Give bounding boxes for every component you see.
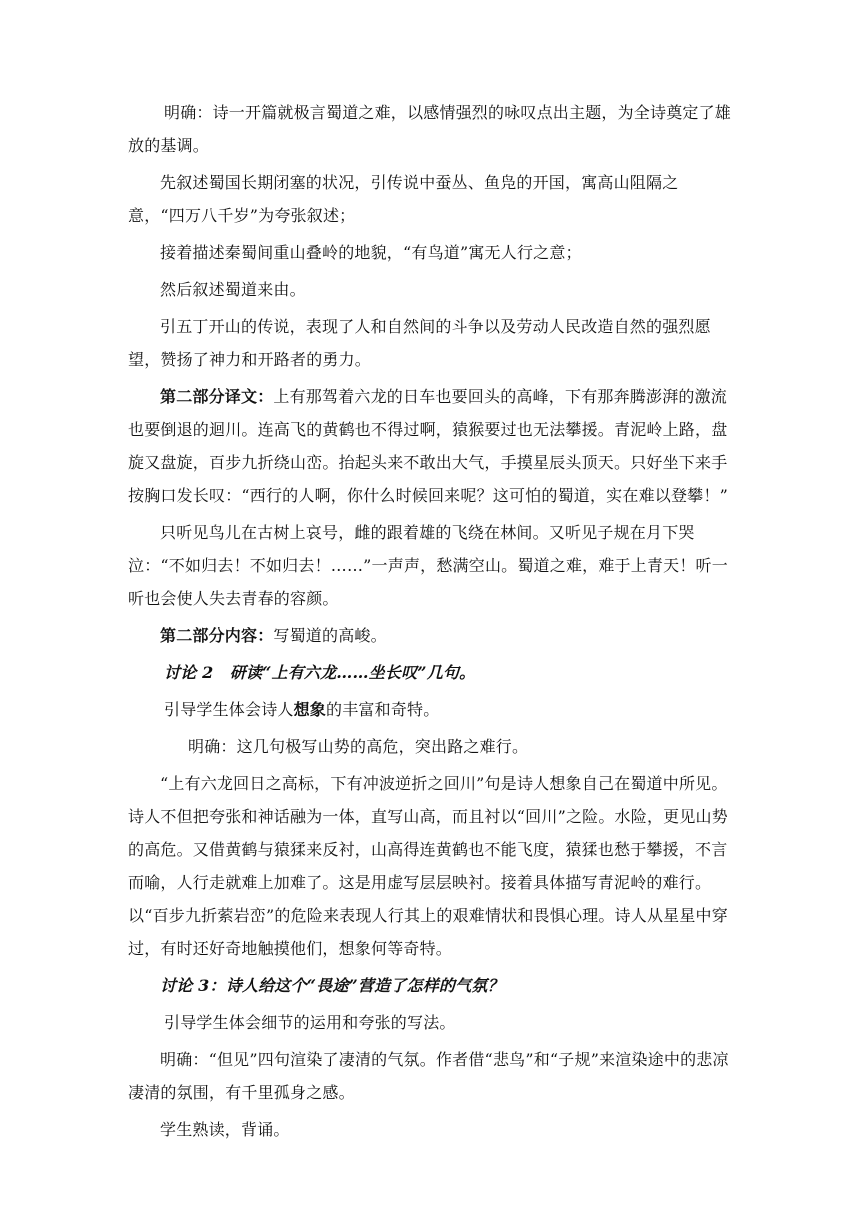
paragraph-text: 接着描述秦蜀间重山叠岭的地貌，“有鸟道”寓无人行之意；	[160, 243, 582, 262]
section-label: 第二部分译文：	[160, 387, 274, 406]
paragraph-shu-history	[128, 166, 732, 232]
paragraph-birds	[128, 516, 732, 615]
paragraph-text: 的丰富和奇特。	[326, 700, 440, 719]
paragraph-clarify-mountain	[128, 730, 732, 763]
paragraph-text: 明确：这几句极写山势的高危，突出路之难行。	[188, 737, 529, 756]
paragraph-wuding-legend	[128, 310, 732, 376]
document-page	[128, 96, 732, 1146]
paragraph-text: 只听见鸟儿在古树上哀号，雌的跟着雄的飞绕在林间。又听见子规在月下哭泣：“不如归去！不如归去！……”一声声，愁满空山。蜀道之难，难于上青天！听一听也会使人失去青春的容颜。	[128, 523, 728, 608]
paragraph-text: 引导学生体会诗人	[164, 700, 294, 719]
section-label: 第二部分内容：	[160, 626, 274, 645]
paragraph-text: “上有六龙回日之高标，下有冲波逆折之回川”句是诗人想象自己在蜀道中所见。诗人不但把夸张和神话融为一体，直写山高，而且衬以“回川”之险。水险，更见山势的高危。又借黄鹤与猿猱来反衬，山高得连黄鹤也不能飞度，猿猱也愁于攀援，不言而喻，人行走就难上加难了。这是用虚写层层映衬。接着具体描写青泥岭的难行。以“百步九折萦岩峦”的危险来表现人行其上的艰难情状和畏惧心理。诗人从星星中穿过，有时还好奇地触摸他们，想象何等奇特。	[128, 774, 728, 958]
paragraph-analysis	[128, 767, 732, 965]
paragraph-text: 上有那驾着六龙的日车也要回头的高峰，下有那奔腾澎湃的激流也要倒退的迴川。连高飞的黄鹤也不得过啊，猿猴要过也无法攀援。青泥岭上路，盘旋又盘旋，百步九折绕山峦。抬起头来不敢出大气，手摸星辰头顶天。只好坐下来手按胸口发长叹：“西行的人啊，你什么时候回来呢？这可怕的蜀道，实在难以登攀！”	[128, 387, 728, 505]
paragraph-guide-details	[128, 1006, 732, 1039]
paragraph-recite	[128, 1113, 732, 1146]
paragraph-text: 学生熟读，背诵。	[160, 1120, 290, 1139]
discussion-3-heading	[128, 969, 732, 1002]
paragraph-origin	[128, 273, 732, 306]
paragraph-text: 写蜀道的高峻。	[273, 626, 387, 645]
heading-text: 讨论 2 研读“上有六龙……坐长叹”几句。	[164, 663, 476, 682]
paragraph-text: 先叙述蜀国长期闭塞的状况，引传说中蚕丛、鱼凫的开国，寓高山阻隔之意，“四万八千岁”为夸张叙述；	[128, 173, 679, 225]
emphasis-text: 想象	[293, 700, 327, 719]
paragraph-text: 明确：诗一开篇就极言蜀道之难，以感情强烈的咏叹点出主题，为全诗奠定了雄放的基调。	[128, 103, 732, 155]
paragraph-text: 然后叙述蜀道来由。	[160, 280, 306, 299]
paragraph-text: 引五丁开山的传说，表现了人和自然间的斗争以及劳动人民改造自然的强烈愿望，赞扬了神力和开路者的勇力。	[128, 317, 711, 369]
paragraph-part2-content	[128, 619, 732, 652]
paragraph-text: 引导学生体会细节的运用和夸张的写法。	[164, 1013, 456, 1032]
paragraph-clarify-atmosphere	[128, 1043, 732, 1109]
paragraph-terrain	[128, 236, 732, 269]
paragraph-clarify-opening	[128, 96, 732, 162]
paragraph-text: 明确：“但见”四句渲染了凄清的气氛。作者借“悲鸟”和“子规”来渲染途中的悲凉凄清的氛围，有千里孤身之感。	[128, 1050, 729, 1102]
discussion-2-heading	[128, 656, 732, 689]
heading-text: 讨论 3：诗人给这个“畏途”营造了怎样的气氛？	[160, 976, 504, 995]
paragraph-guide-imagination	[128, 693, 732, 726]
paragraph-part2-translation	[128, 380, 732, 512]
